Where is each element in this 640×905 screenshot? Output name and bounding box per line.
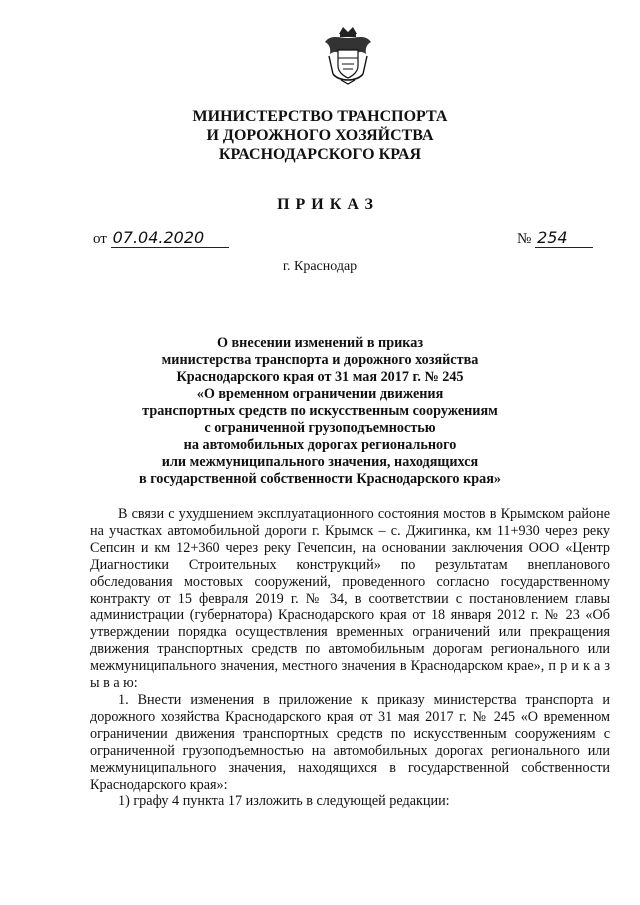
order-body	[90, 506, 610, 810]
subject-line: в государственной собственности Краснодарского края»	[138, 471, 501, 487]
subject-line: министерства транспорта и дорожного хозяйства	[161, 352, 479, 368]
date-value: 07.04.2020	[111, 228, 229, 248]
date-prefix: от	[93, 231, 107, 247]
ministry-line: И ДОРОЖНОГО ХОЗЯЙСТВА	[206, 127, 434, 144]
document-type: ПРИКАЗ	[277, 196, 379, 213]
subject-line: или межмуниципального значения, находящихся	[161, 454, 479, 470]
order-number	[517, 228, 593, 248]
body-paragraph: 1. Внести изменения в приложение к приказу министерства транспорта и дорожного хозяйства Краснодарского края от 31 мая 2017 г. № 245 «О временном ограничении движения транспортных средств по искусственным сооружениям с ограниченной грузоподъемностью на автомобильных дорогах регионального или межмуниципального значения, находящихся в государственной собственности Краснодарского края»:	[90, 691, 610, 793]
subject-line: О внесении изменений в приказ	[216, 335, 424, 351]
order-date	[93, 228, 229, 248]
subject-line: с ограниченной грузоподъемностью	[204, 420, 436, 436]
number-value: 254	[535, 228, 593, 248]
subject-line: Краснодарского края от 31 мая 2017 г. № 245	[176, 369, 464, 385]
ministry-line: КРАСНОДАРСКОГО КРАЯ	[218, 146, 422, 163]
number-prefix: №	[517, 231, 532, 247]
body-paragraph: В связи с ухудшением эксплуатационного состояния мостов в Крымском районе на участках автомобильной дороги г. Крымск – с. Джигинка, км 11+930 через реку Сепсин и км 12+360 через реку Гечепсин, на основании заключения ООО «Центр Диагностики Строительных конструкций» по результатам внепланового обследования мостовых сооружений, проведенного согласно государственному контракту от 15 февраля 2019 г. № 34, в соответствии с постановлением главы администрации (губернатора) Краснодарского края от 18 января 2012 г. № 23 «Об утверждении порядка осуществления временных ограничений или прекращения движения транспортных средств по автомобильным дорогам регионального или межмуниципального значения, местного значения в Краснодарском крае», п р и к а з ы в а ю:	[90, 506, 610, 692]
city: г. Краснодар	[282, 259, 358, 274]
subject-line: «О временном ограничении движения	[196, 386, 444, 402]
coat-of-arms-icon	[321, 24, 375, 86]
order-subject	[0, 335, 640, 488]
subject-line: на автомобильных дорогах регионального	[183, 437, 457, 453]
subject-line: транспортных средств по искусственным сооружениям	[142, 403, 498, 419]
body-paragraph: 1) графу 4 пункта 17 изложить в следующей редакции:	[118, 793, 450, 810]
ministry-line: МИНИСТЕРСТВО ТРАНСПОРТА	[192, 108, 448, 125]
ministry-name	[0, 107, 640, 164]
